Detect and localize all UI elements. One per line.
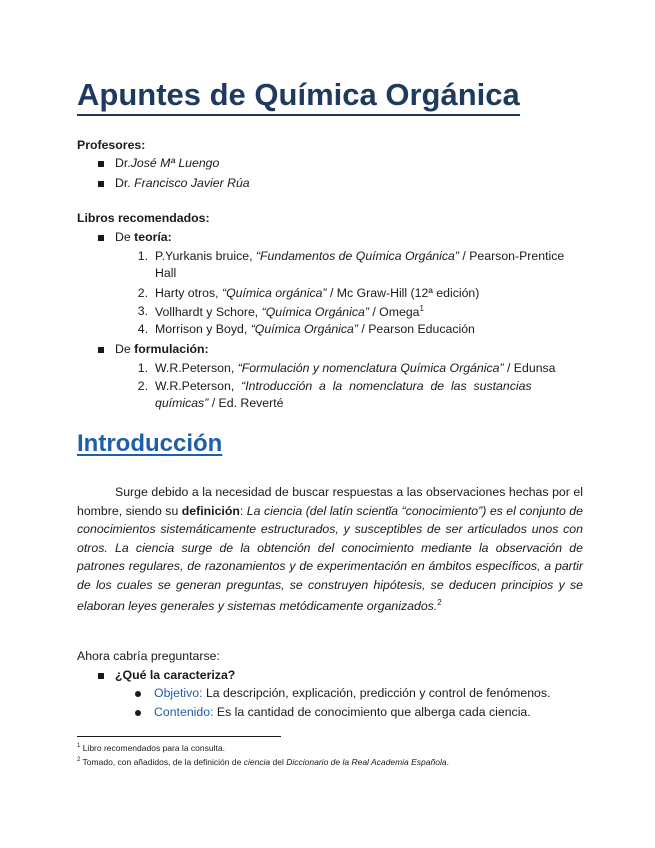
ahora-text: Ahora cabría preguntarse: [77,649,220,663]
question-text: ¿Qué la caracteriza? [115,668,236,682]
profesor-item: Dr. Francisco Javier Rúa [115,176,250,190]
bullet-item: Objetivo: La descripción, explicación, predicción y control de fenómenos. [154,686,551,700]
footnote-2: $^2$ Tomado, con añadidos, de la definición de ciencia del Diccionario de la Real Academia Española. [77,757,449,767]
teoria-heading: De teoría: [115,230,172,244]
list-number: 1. [137,361,148,375]
libros-heading: Libros recomendados: [77,211,210,225]
footnote-ref: 2 [437,598,442,607]
book-item: W.R.Peterson, “Introducción a la nomenclatura de las sustancias [155,379,532,393]
list-number: 2. [137,379,148,393]
square-bullet-icon [98,181,104,187]
square-bullet-icon [98,347,104,353]
term-contenido: Contenido: [154,705,214,719]
round-bullet-icon [135,691,141,697]
list-number: 4. [137,322,148,336]
square-bullet-icon [98,161,104,167]
book-item: Vollhardt y Schore, “Química Orgánica” / Omega$^1$ [155,304,424,320]
formulacion-heading: De formulación: [115,342,209,356]
book-item: W.R.Peterson, “Formulación y nomenclatura Química Orgánica” / Edunsa [155,361,556,375]
term-objetivo: Objetivo: [154,686,203,700]
square-bullet-icon [98,673,104,679]
round-bullet-icon [135,710,141,716]
book-item: P.Yurkanis bruice, “Fundamentos de Química Orgánica” / Pearson-Prentice [155,249,565,263]
list-number: 2. [137,286,148,300]
list-number: 1. [137,249,148,263]
profesores-heading: Profesores: [77,138,146,152]
book-item: Morrison y Boyd, “Química Orgánica” / Pearson Educación [155,322,475,336]
footnote-1: $^1$ Libro recomendados para la consulta. [77,743,225,753]
section-heading-introduccion: Introducción [77,430,223,457]
page-title: Apuntes de Química Orgánica [77,76,520,116]
book-item-continuation: Hall [155,266,177,280]
square-bullet-icon [98,235,104,241]
book-item: Harty otros, “Química orgánica” / Mc Graw-Hill (12ª edición) [155,286,480,300]
list-number: 3. [137,304,148,318]
profesor-item: Dr.José Mª Luengo [115,156,220,170]
bullet-item: Contenido: Es la cantidad de conocimiento que alberga cada ciencia. [154,705,531,719]
footnote-divider [77,736,281,737]
book-item-continuation: químicas” / Ed. Reverté [155,396,284,410]
footnote-ref: 1 [419,304,424,313]
introduccion-paragraph: Surge debido a la necesidad de buscar respuestas a las observaciones hechas por el hombre, siendo su definición: La ciencia (del latín scientĭa “conocimiento”) es el conjunto de conocimientos sistemáticamente estructurados, y susceptibles de ser articulados unos con otros. La ciencia surge de la obtención del conocimiento mediante la observación de patrones regulares, de razonamientos y de experimentación en ámbitos específicos, a partir de los cuales se generan preguntas, se construyen hipótesis, se deducen principios y se elaboran leyes generales y sistemas metódicamente organizados.$^2$ [77,485,583,614]
